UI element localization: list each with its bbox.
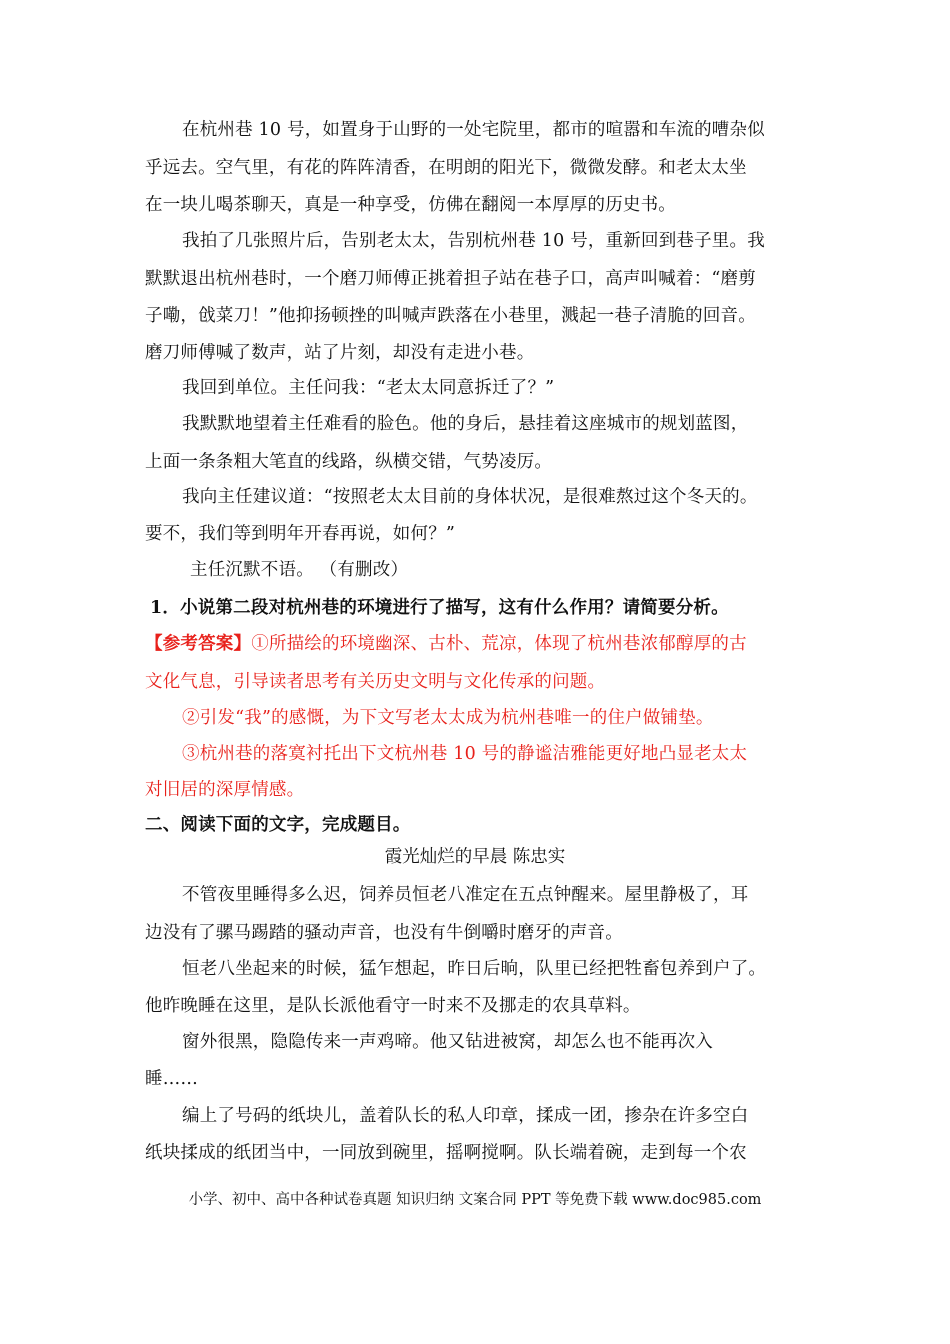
story-line: 睡……: [145, 1069, 199, 1089]
answer-line: 对旧居的深厚情感。: [145, 780, 305, 800]
paragraph-line: 我向主任建议道：“按照老太太目前的身体状况，是很难熬过这个冬天的。: [182, 487, 758, 507]
paragraph-line: 我默默地望着主任难看的脸色。他的身后，悬挂着这座城市的规划蓝图，: [182, 414, 749, 434]
answer-label: 【参考答案】: [145, 634, 252, 654]
story-line: 恒老八坐起来的时候，猛乍想起，昨日后晌，队里已经把牲畜包养到户了。: [182, 959, 767, 979]
question-text: 1．小说第二段对杭州巷的环境进行了描写，这有什么作用？请简要分析。: [150, 598, 729, 618]
story-line: 窗外很黑，隐隐传来一声鸡啼。他又钻进被窝，却怎么也不能再次入: [182, 1032, 713, 1052]
paragraph-line: 上面一条条粗大笔直的线路，纵横交错，气势凌厉。: [145, 452, 553, 472]
paragraph-line: 在一块儿喝茶聊天，真是一种享受，仿佛在翻阅一本厚厚的历史书。: [145, 195, 676, 215]
footer-note: 小学、初中、高中各种试卷真题 知识归纳 文案合同 PPT 等免费下载 www.doc985.com: [188, 1192, 762, 1208]
answer-line: [145, 632, 825, 656]
section-heading: 二、阅读下面的文字，完成题目。: [145, 815, 411, 835]
paragraph-line: 在杭州巷 10 号，如置身于山野的一处宅院里，都市的喧嚣和车流的嘈杂似: [182, 120, 765, 140]
paragraph-line: 要不，我们等到明年开春再说，如何？”: [145, 524, 456, 544]
answer-text: ①所描绘的环境幽深、古朴、荒凉，体现了杭州巷浓郁醇厚的古: [251, 634, 747, 654]
paragraph-line: 我拍了几张照片后，告别老太太，告别杭州巷 10 号，重新回到巷子里。我: [182, 231, 765, 251]
story-line: 编上了号码的纸块儿，盖着队长的私人印章，揉成一团，掺杂在许多空白: [182, 1106, 749, 1126]
paragraph-line: 我回到单位。主任问我：“老太太同意拆迁了？”: [182, 378, 555, 398]
paragraph-line: 默默退出杭州巷时，一个磨刀师傅正挑着担子站在巷子口，高声叫喊着：“磨剪: [145, 269, 756, 289]
paragraph-line: 乎远去。空气里，有花的阵阵清香，在明朗的阳光下，微微发酵。和老太太坐: [145, 158, 747, 178]
story-line: 边没有了骡马踢踏的骚动声音，也没有牛倒嚼时磨牙的声音。: [145, 923, 623, 943]
answer-line: ②引发“我”的感慨，为下文写老太太成为杭州巷唯一的住户做铺垫。: [182, 708, 714, 728]
paragraph-line: 磨刀师傅喊了数声，站了片刻，却没有走进小巷。: [145, 343, 535, 363]
story-title: 霞光灿烂的早晨 陈忠实: [384, 847, 566, 867]
story-line: 他昨晚睡在这里，是队长派他看守一时来不及挪走的农具草料。: [145, 996, 641, 1016]
story-line: 不管夜里睡得多么迟，饲养员恒老八准定在五点钟醒来。屋里静极了，耳: [182, 885, 749, 905]
story-line: 纸块揉成的纸团当中，一同放到碗里，摇啊搅啊。队长端着碗，走到每一个农: [145, 1143, 747, 1163]
paragraph-line: 主任沉默不语。 （有删改）: [190, 560, 409, 580]
answer-line: 文化气息，引导读者思考有关历史文明与文化传承的问题。: [145, 672, 606, 692]
answer-line: ③杭州巷的落寞衬托出下文杭州巷 10 号的静谧洁雅能更好地凸显老太太: [182, 744, 748, 764]
paragraph-line: 子嘞，戗菜刀！”他抑扬顿挫的叫喊声跌落在小巷里，溅起一巷子清脆的回音。: [145, 306, 756, 326]
